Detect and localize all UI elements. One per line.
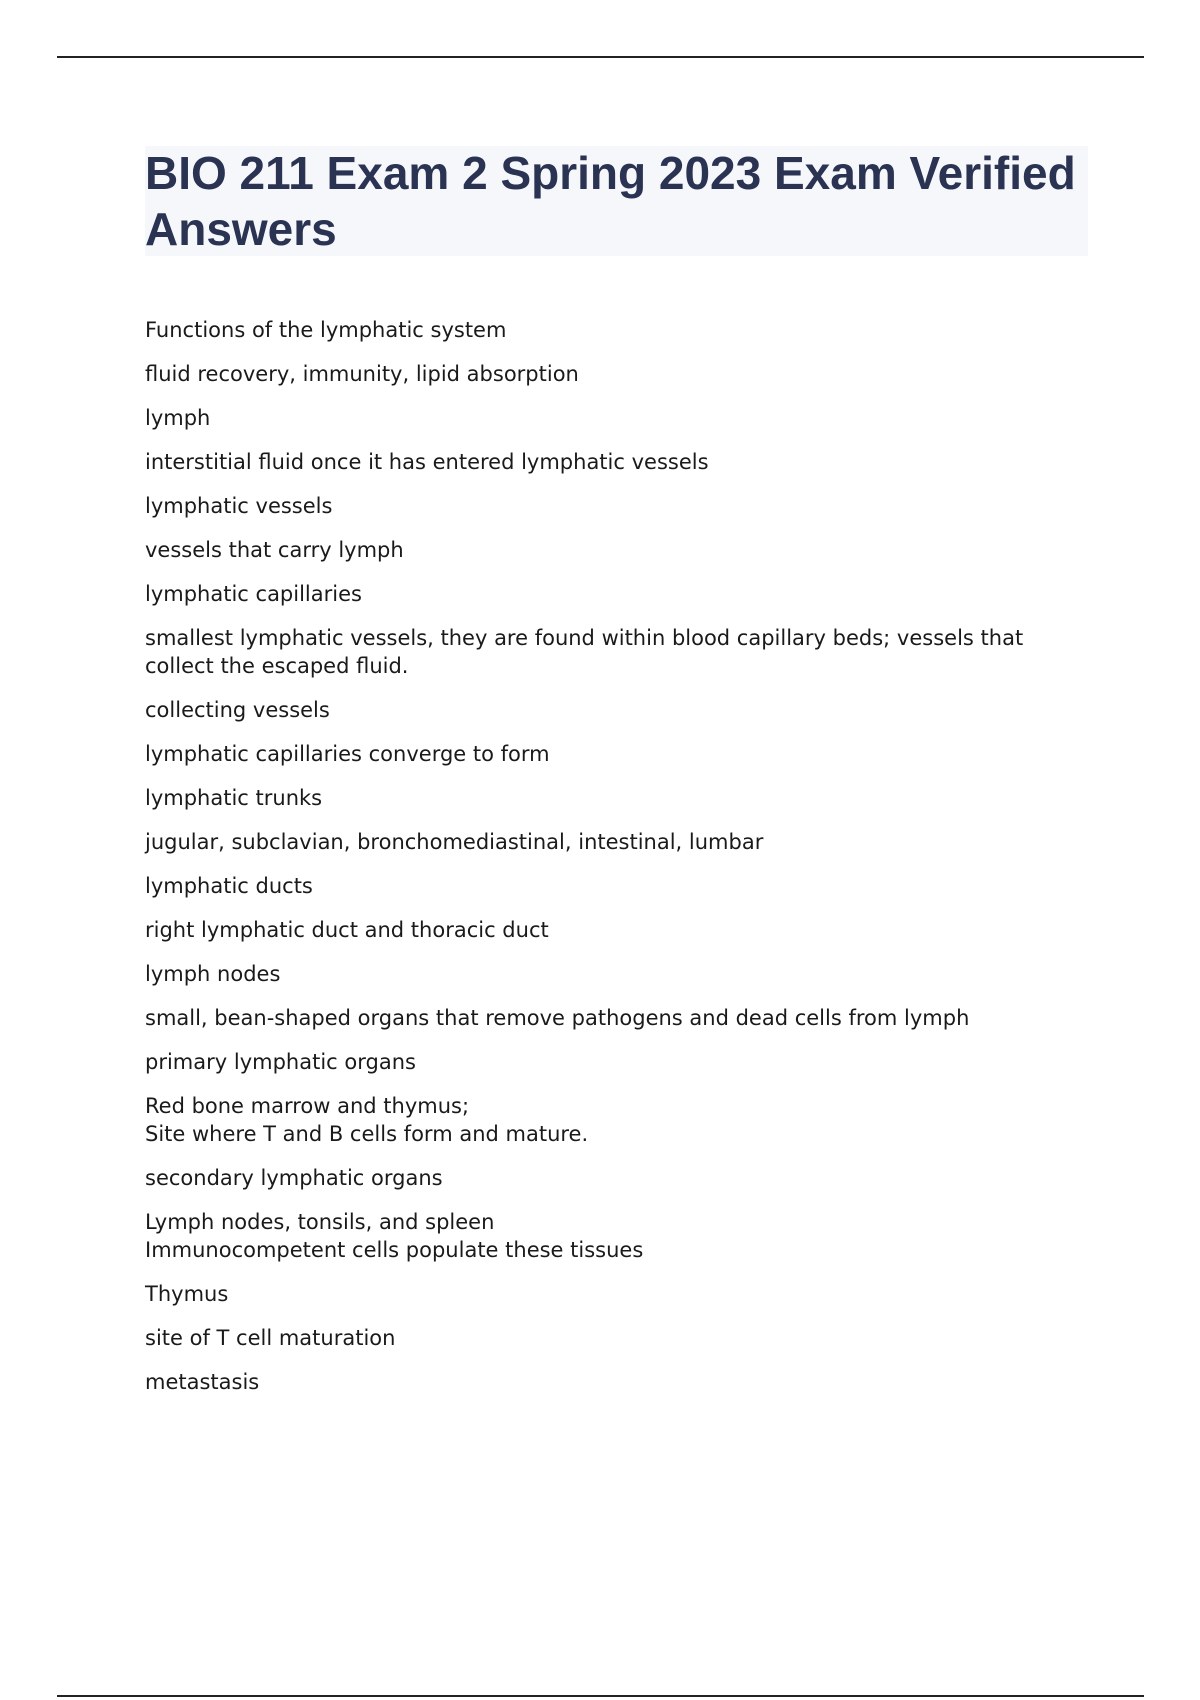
qa-term: collecting vessels xyxy=(145,698,330,722)
qa-answer: fluid recovery, immunity, lipid absorption xyxy=(145,362,579,386)
qa-term: lymphatic vessels xyxy=(145,494,333,518)
qa-answer: interstitial fluid once it has entered lymphatic vessels xyxy=(145,450,709,474)
qa-answer: jugular, subclavian, bronchomediastinal, intestinal, lumbar xyxy=(145,830,764,854)
top-rule xyxy=(57,56,1144,58)
document-title: BIO 211 Exam 2 Spring 2023 Exam Verified Answers xyxy=(145,147,1076,255)
qa-answer: vessels that carry lymph xyxy=(145,538,404,562)
qa-term: lymph xyxy=(145,406,211,430)
bottom-rule xyxy=(57,1695,1144,1697)
qa-answer: right lymphatic duct and thoracic duct xyxy=(145,918,549,942)
qa-term: lymphatic capillaries xyxy=(145,582,362,606)
qa-term: primary lymphatic organs xyxy=(145,1050,416,1074)
qa-term: Thymus xyxy=(145,1282,229,1306)
qa-answer: lymphatic capillaries converge to form xyxy=(145,742,550,766)
qa-list xyxy=(145,316,1095,1412)
qa-answer: smallest lymphatic vessels, they are found within blood capillary beds; vessels that collect the escaped fluid. xyxy=(145,626,1024,678)
qa-term: secondary lymphatic organs xyxy=(145,1166,443,1190)
qa-term: lymph nodes xyxy=(145,962,281,986)
qa-term: lymphatic ducts xyxy=(145,874,313,898)
qa-term: Functions of the lymphatic system xyxy=(145,318,507,342)
qa-answer: Red bone marrow and thymus; Site where T and B cells form and mature. xyxy=(145,1094,589,1146)
qa-answer: Lymph nodes, tonsils, and spleen Immunocompetent cells populate these tissues xyxy=(145,1210,644,1262)
qa-answer: site of T cell maturation xyxy=(145,1326,396,1350)
title-box xyxy=(145,146,1088,256)
qa-term: metastasis xyxy=(145,1370,260,1394)
qa-answer: small, bean-shaped organs that remove pathogens and dead cells from lymph xyxy=(145,1006,970,1030)
qa-term: lymphatic trunks xyxy=(145,786,323,810)
